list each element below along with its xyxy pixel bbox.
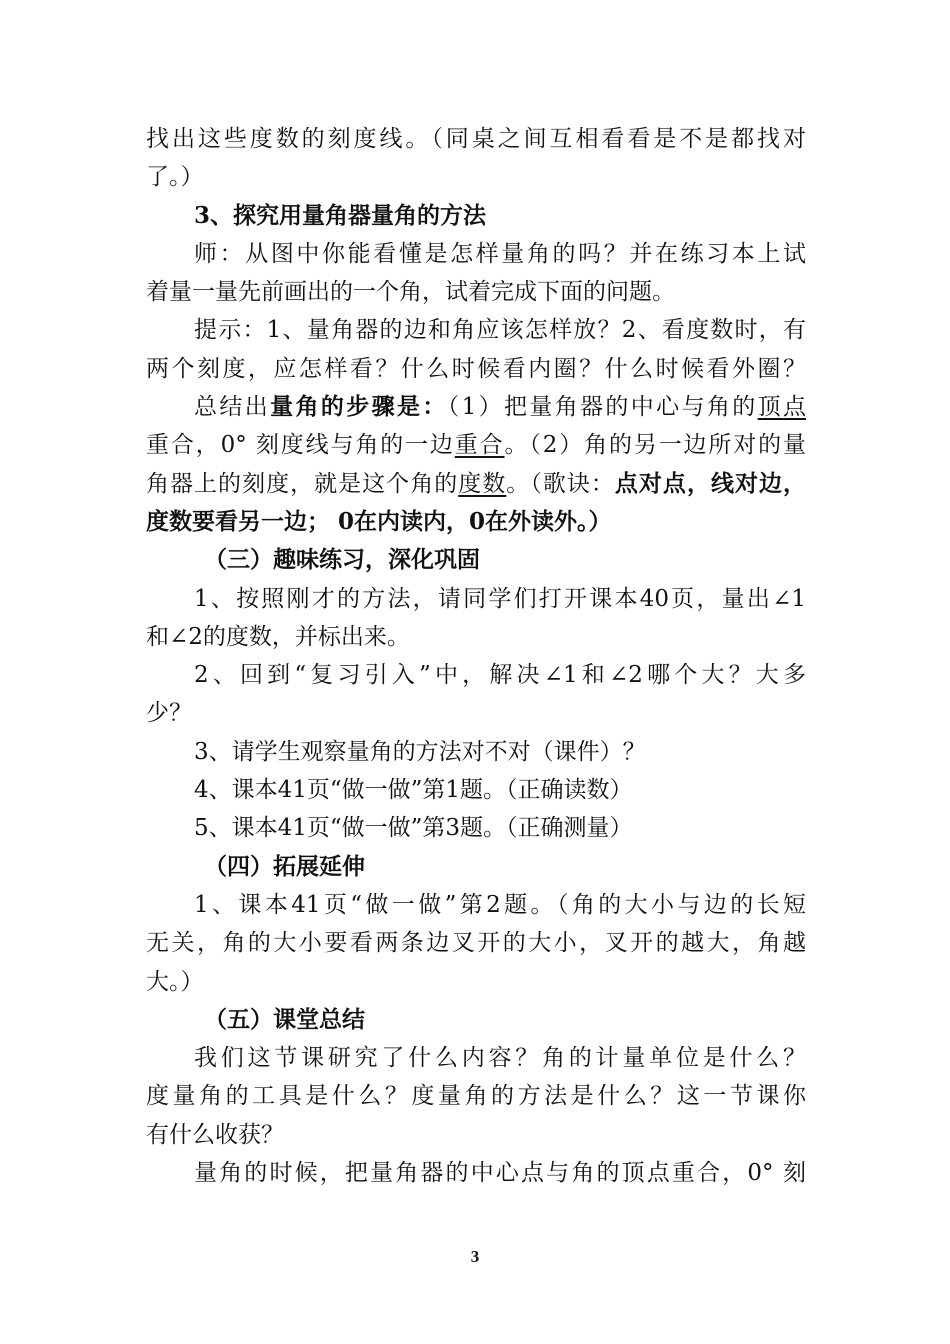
text-run: 重合，0° 刻度线与角的一边 [146, 432, 455, 459]
section-heading: 3、探究用量角器量角的方法 [194, 201, 487, 229]
paragraph-line: 了。） [146, 164, 204, 191]
paragraph-line: 大。） [146, 968, 204, 995]
summary-line [146, 465, 806, 503]
paragraph-line: 提示：1、量角器的边和角应该怎样放？2、看度数时，有 [194, 317, 806, 344]
text-run: 总结出 [194, 394, 271, 421]
paragraph-line: 少？ [146, 700, 192, 727]
text-run: 。（2）角的另一边所对的量 [504, 432, 806, 459]
text-run: 角器上的刻度，就是这个角的 [146, 470, 459, 497]
underlined-text: 度数 [458, 470, 507, 497]
paragraph-line: 有什么收获？ [146, 1121, 284, 1148]
paragraph-line: 1、按照刚才的方法，请同学们打开课本40页，量出∠1 [194, 585, 806, 612]
section-heading: （三）趣味练习，深化巩固 [204, 546, 480, 574]
paragraph-line: 3、请学生观察量角的方法对不对（课件）？ [194, 738, 646, 765]
paragraph-line: 和∠2的度数，并标出来。 [146, 623, 410, 650]
paragraph-line: 1、课本41页“做一做”第2题。（角的大小与边的长短 [194, 891, 806, 918]
summary-line: 度数要看另一边； 0在内读内，0在外读外。） [146, 507, 612, 535]
text-run: （1）把量角器的中心与角的 [447, 394, 758, 421]
summary-line [146, 388, 806, 426]
section-heading: （五）课堂总结 [204, 1005, 365, 1033]
paragraph-line: 4、课本41页“做一做”第1题。（正确读数） [194, 777, 633, 804]
paragraph-line: 师：从图中你能看懂是怎样量角的吗？并在练习本上试 [194, 240, 806, 267]
paragraph-line: 2、回到“复习引入”中，解决∠1和∠2哪个大？大多 [194, 662, 806, 689]
paragraph-line: 无关，角的大小要看两条边叉开的大小，叉开的越大，角越 [146, 930, 806, 957]
page-number: 3 [470, 1247, 480, 1266]
bold-text: 量角的步骤是： [270, 393, 448, 421]
paragraph-line: 两个刻度，应怎样看？什么时候看内圈？什么时候看外圈？ [146, 355, 806, 382]
underlined-text: 顶点 [757, 394, 806, 421]
paragraph-line: 我们这节课研究了什么内容？角的计量单位是什么？ [194, 1045, 806, 1072]
paragraph-line: 量角的时候，把量角器的中心点与角的顶点重合，0° 刻 [194, 1160, 806, 1187]
bold-text: 点对点，线对边， [614, 469, 806, 497]
paragraph-line: 5、课本41页“做一做”第3题。（正确测量） [194, 815, 633, 842]
section-heading: （四）拓展延伸 [204, 852, 365, 880]
summary-line [146, 426, 806, 464]
text-run: 。（歌诀： [506, 470, 615, 497]
paragraph-line: 找出这些度数的刻度线。（同桌之间互相看看是不是都找对 [146, 126, 806, 152]
document-body [146, 120, 806, 1192]
paragraph-line: 度量角的工具是什么？度量角的方法是什么？这一节课你 [146, 1083, 806, 1110]
underlined-text: 重合 [454, 432, 505, 459]
paragraph-line: 着量一量先前画出的一个角，试着完成下面的问题。 [146, 279, 675, 306]
